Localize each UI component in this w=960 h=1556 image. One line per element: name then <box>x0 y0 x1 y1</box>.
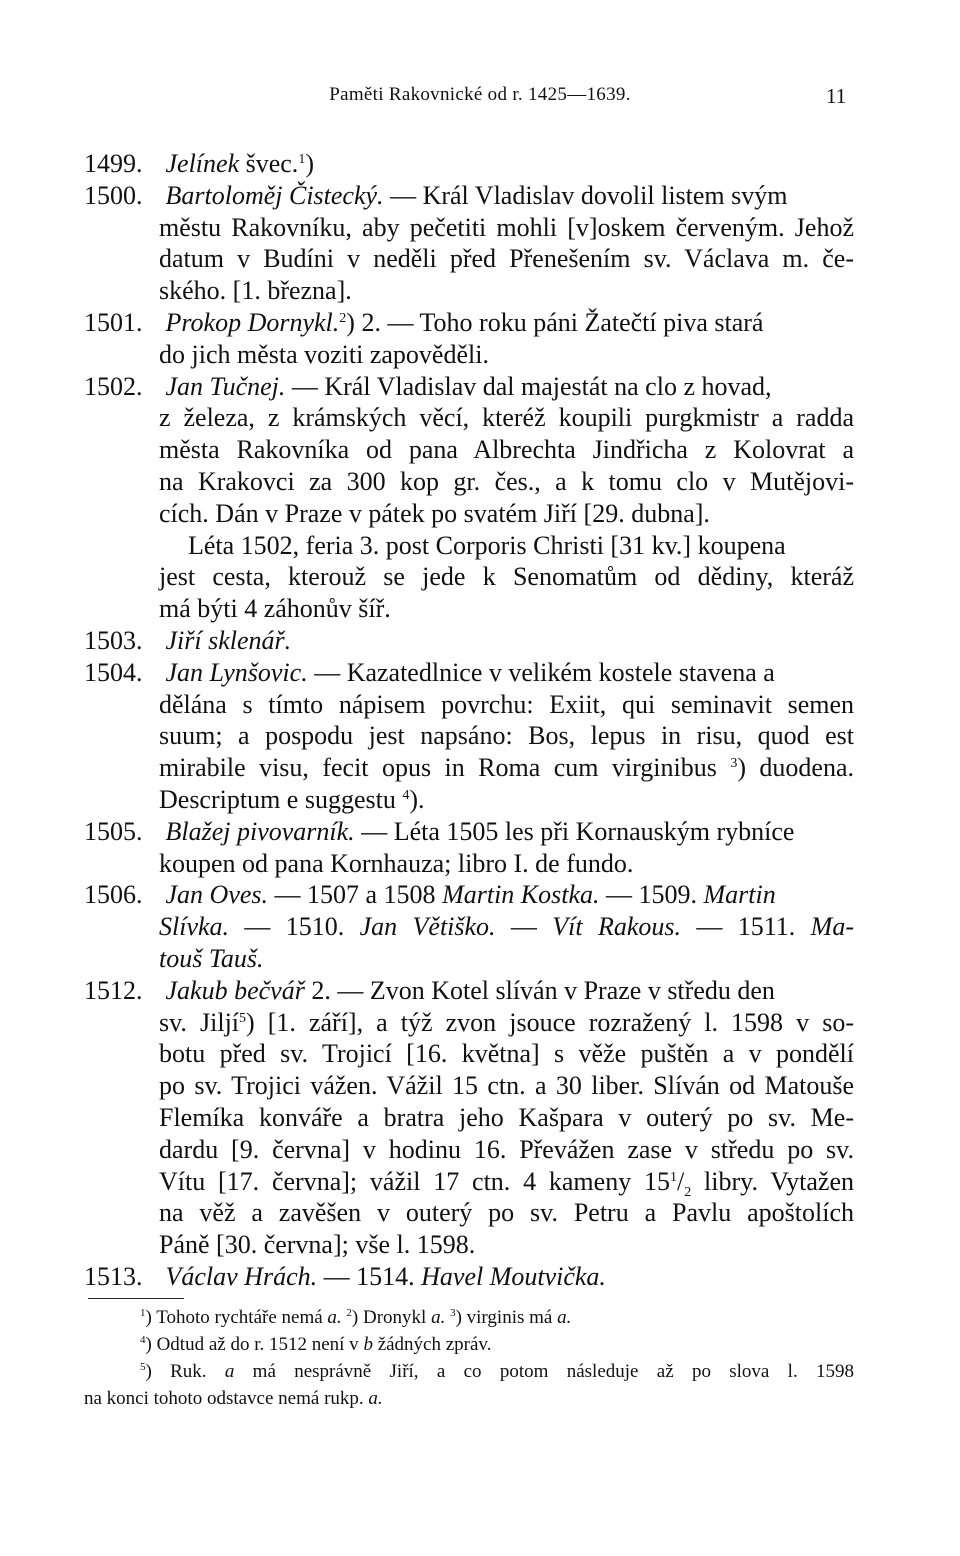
text-run: žádných zpráv. <box>372 1334 492 1355</box>
name-italic: Jiří sklenář. <box>165 625 292 655</box>
text-run: 2. — Zvon Kotel slíván v Praze v středu den <box>304 975 775 1005</box>
footnote-marker: 5 <box>239 1010 247 1026</box>
footnote-marker: 2 <box>346 1307 352 1319</box>
text-run: z železa, z krámských věcí, kteréž koupili purgkmistr a radda <box>159 403 854 433</box>
entry-year: 1504. <box>84 657 143 687</box>
text-line <box>84 879 854 911</box>
text-line <box>84 1038 854 1070</box>
name-italic: b <box>363 1334 373 1355</box>
text-line <box>84 434 854 466</box>
footnote-line <box>84 1304 854 1331</box>
name-italic: Jan Oves. <box>165 880 269 910</box>
text-line <box>84 371 854 403</box>
text-run: na věž a zavěšen v outerý po sv. Petru a Pavlu apoštolích <box>159 1198 854 1228</box>
text-run: dělána s tímto nápisem povrchu: Exiit, qui seminavit semen <box>159 689 854 719</box>
text-run: botu před sv. Trojicí [16. května] s věže puštěn a v pondělí <box>159 1039 854 1069</box>
text-line <box>84 784 854 816</box>
text-line <box>84 275 854 307</box>
text-run: — Král Vladislav dovolil listem svým <box>383 180 788 210</box>
entry-year: 1499. <box>84 149 143 178</box>
footnote-divider <box>88 1298 184 1299</box>
text-line <box>84 1166 854 1198</box>
name-italic: a <box>224 1361 235 1382</box>
footnote-line <box>84 1331 854 1358</box>
name-italic: Jan Tučnej. <box>165 371 286 401</box>
text-line <box>84 593 854 625</box>
text-line <box>84 339 854 371</box>
text-line <box>84 180 854 212</box>
text-run: ) Dronykl <box>351 1307 432 1328</box>
text-line <box>84 402 854 434</box>
text-run: ). <box>409 784 425 814</box>
footnote-marker: 3 <box>450 1307 456 1319</box>
text-run: datum v Budíni v neděli před Přenešením sv. Václava m. če- <box>159 244 854 274</box>
name-italic: Václav Hrách. <box>165 1261 318 1291</box>
text-run: města Rakovníka od pana Albrechta Jindřicha z Kolovrat a <box>159 435 854 465</box>
text-line <box>84 212 854 244</box>
text-run: dardu [9. června] v hodinu 16. Převážen zase v středu po sv. <box>159 1134 854 1164</box>
text-run: ) Tohoto rychtáře nemá <box>145 1307 328 1328</box>
text-run: — 1514. <box>317 1261 422 1291</box>
text-line <box>84 911 854 943</box>
footnote-line <box>84 1358 854 1385</box>
name-italic: Jakub bečvář <box>165 975 305 1005</box>
text-run: Vítu [17. června]; vážil 17 ctn. 4 kameny 15 <box>159 1166 670 1196</box>
text-run: má nesprávně Jiří, a co potom následuje až po slova l. 1598 <box>234 1361 855 1382</box>
text-run: švec. <box>239 149 299 178</box>
text-run: má býti 4 záhonův šíř. <box>159 594 391 624</box>
text-line <box>84 1134 854 1166</box>
text-run: mirabile visu, fecit opus in Roma cum virginibus <box>159 753 731 783</box>
name-italic: Jan Větiško. <box>359 912 496 942</box>
footnote-marker: 1 <box>298 152 306 167</box>
text-run: Descriptum e suggestu <box>159 784 403 814</box>
text-run: — 1507 a 1508 <box>268 880 443 910</box>
text-line <box>84 1070 854 1102</box>
entry-year: 1503. <box>84 625 143 655</box>
name-italic: a. <box>327 1307 342 1328</box>
text-line <box>84 975 854 1007</box>
name-italic: a. <box>368 1388 383 1409</box>
entry-year: 1513. <box>84 1261 143 1291</box>
text-line <box>84 625 854 657</box>
name-italic: Jan Lynšovic. <box>165 657 308 687</box>
text-line <box>84 657 854 689</box>
text-run: cích. Dán v Praze v pátek po svatém Jiří [29. dubna]. <box>159 498 710 528</box>
text-run: Páně [30. června]; vše l. 1598. <box>159 1230 476 1260</box>
footnote-marker: 1 <box>140 1307 146 1319</box>
text-line <box>84 561 854 593</box>
page-number: 11 <box>826 84 847 108</box>
running-title: Paměti Rakovnické od r. 1425—1639. <box>329 84 631 105</box>
text-run: na konci tohoto odstavce nemá rukp. <box>84 1388 369 1409</box>
text-run: — 1511. <box>681 912 811 942</box>
text-run: sv. Jiljí <box>159 1007 240 1037</box>
entry-year: 1505. <box>84 816 143 846</box>
text-run: — <box>495 912 553 942</box>
text-run: městu Rakovníku, aby pečetiti mohli [v]oskem červeným. Jehož <box>159 212 854 242</box>
name-italic: Martin Kostka. <box>442 880 600 910</box>
text-run: do jich města voziti zapověděli. <box>159 339 489 369</box>
name-italic: Ma- <box>810 912 854 942</box>
text-run: ) 2. — Toho roku páni Žatečtí piva stará <box>346 307 764 337</box>
footnote-marker: 4 <box>402 787 410 803</box>
footnotes <box>84 1304 854 1412</box>
name-italic: Havel Moutvička. <box>421 1261 606 1291</box>
text-run: — 1510. <box>229 912 360 942</box>
text-run: libry. Vytažen <box>691 1166 855 1196</box>
text-run: ského. [1. března]. <box>159 276 352 306</box>
name-italic: a. <box>557 1307 572 1328</box>
name-italic: touš Tauš. <box>159 943 264 973</box>
footnote-marker: 5 <box>140 1361 146 1373</box>
text-run: / <box>677 1166 685 1196</box>
text-run: na Krakovci za 300 kop gr. čes., a k tomu clo v Mutějovi- <box>159 466 854 496</box>
entry-year: 1512. <box>84 975 143 1005</box>
text-run: suum; a pospodu jest napsáno: Bos, lepus in risu, quod est <box>159 721 854 751</box>
text-run: ) Ruk. <box>145 1361 225 1382</box>
name-italic: Prokop Dornykl. <box>165 307 340 337</box>
text-run: ) Odtud až do r. 1512 není v <box>145 1334 364 1355</box>
entry-year: 1500. <box>84 180 143 210</box>
footnote-marker: 4 <box>140 1334 146 1346</box>
name-italic: Slívka. <box>159 912 230 942</box>
text-run: koupen od pana Kornhauza; libro I. de fundo. <box>159 848 634 878</box>
text-run: — 1509. <box>599 880 704 910</box>
footnote-line <box>84 1385 854 1412</box>
text-line <box>84 689 854 721</box>
fraction-denominator: 2 <box>684 1184 692 1200</box>
text-line <box>84 466 854 498</box>
text-line <box>84 1007 854 1039</box>
text-run: ) virginis má <box>455 1307 558 1328</box>
footnote-marker: 1 <box>670 1169 677 1185</box>
text-line <box>84 1261 854 1293</box>
text-run: Léta 1502, feria 3. post Corporis Christi [31 kv.] koupena <box>188 530 786 560</box>
text-run: ) [1. září], a týž zvon jsouce rozražený l. 1598 v so- <box>246 1007 854 1037</box>
footnote-marker: 2 <box>339 310 347 326</box>
name-italic: Blažej pivovarník. <box>165 816 355 846</box>
text-run: — Kazatedlnice v velikém kostele stavena a <box>307 657 775 687</box>
text-run: ) <box>305 149 314 178</box>
text-line <box>84 1197 854 1229</box>
text-line <box>84 148 854 180</box>
text-line <box>84 943 854 975</box>
text-line <box>84 1229 854 1261</box>
text-line <box>84 848 854 880</box>
text-line <box>84 816 854 848</box>
footnote-marker: 3 <box>730 756 738 772</box>
chronicle-text <box>84 148 854 1293</box>
text-line <box>84 530 854 562</box>
name-italic: a. <box>431 1307 446 1328</box>
name-italic: Jelínek <box>165 149 240 178</box>
name-italic: Martin <box>703 880 776 910</box>
entry-year: 1502. <box>84 371 143 401</box>
text-run: Flemíka konváře a bratra jeho Kašpara v outerý po sv. Me- <box>159 1102 854 1132</box>
entry-year: 1501. <box>84 307 143 337</box>
text-run: — Léta 1505 les při Kornauským rybníce <box>354 816 795 846</box>
text-line <box>84 243 854 275</box>
name-italic: Vít Rakous. <box>552 912 682 942</box>
text-line <box>84 498 854 530</box>
text-run: ) duodena. <box>737 753 854 783</box>
text-line <box>84 1102 854 1134</box>
text-line <box>84 307 854 339</box>
text-run: — Král Vladislav dal majestát na clo z hovad, <box>285 371 772 401</box>
text-line <box>84 720 854 752</box>
text-run: po sv. Trojici vážen. Vážil 15 ctn. a 30 liber. Slíván od Matouše <box>159 1071 854 1101</box>
entry-year: 1506. <box>84 880 143 910</box>
name-italic: Bartoloměj Čistecký. <box>165 180 384 210</box>
text-run: jest cesta, kterouž se jede k Senomatům od dědiny, kteráž <box>159 562 854 592</box>
text-line <box>84 752 854 784</box>
